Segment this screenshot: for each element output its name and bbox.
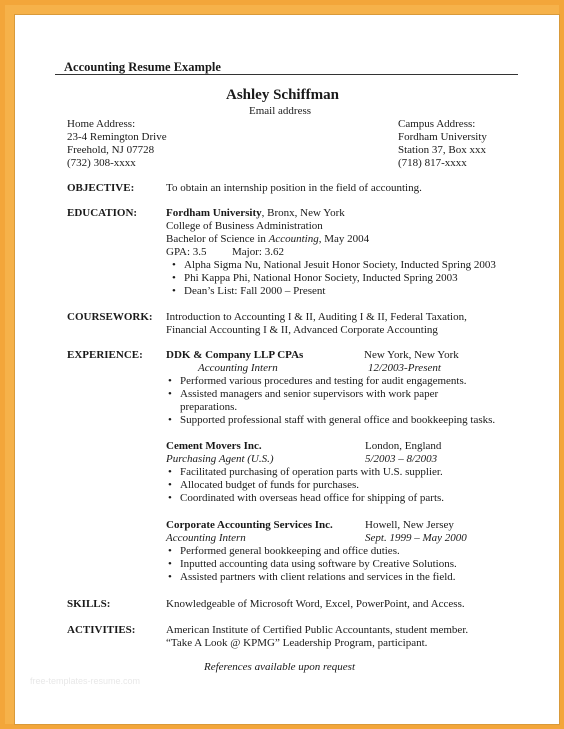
gpa: GPA: 3.5 <box>166 246 207 258</box>
campus-address-line2: Station 37, Box xxx <box>398 144 487 156</box>
objective-heading: OBJECTIVE: <box>67 182 135 194</box>
job-bullet: • Assisted managers and senior supervisors with work paper <box>168 388 438 401</box>
job-bullet: • Facilitated purchasing of operation parts with U.S. supplier. <box>168 466 443 479</box>
education-school-line <box>166 207 345 220</box>
campus-phone: (718) 817-xxxx <box>398 157 467 169</box>
job-location: Howell, New Jersey <box>365 519 454 531</box>
honor-item: • Dean’s List: Fall 2000 – Present <box>172 285 325 298</box>
home-address-line2: Freehold, NJ 07728 <box>67 144 155 156</box>
job-company: Corporate Accounting Services Inc. <box>166 519 333 531</box>
home-phone: (732) 308-xxxx <box>67 157 136 169</box>
job-title: Accounting Intern <box>198 362 278 374</box>
home-address-line1: 23-4 Remington Drive <box>67 131 167 143</box>
job-dates: Sept. 1999 – May 2000 <box>365 532 467 544</box>
job-company: Cement Movers Inc. <box>166 440 262 452</box>
campus-address-line1: Fordham University <box>398 131 487 143</box>
job-company: DDK & Company LLP CPAs <box>166 349 304 361</box>
education-heading: EDUCATION: <box>67 207 138 219</box>
job-bullet: • Performed general bookkeeping and office duties. <box>168 545 400 558</box>
skills-text: Knowledgeable of Microsoft Word, Excel, PowerPoint, and Access. <box>166 598 465 610</box>
job-dates: 12/2003-Present <box>368 362 441 374</box>
job-bullet: • Performed various procedures and testing for audit engagements. <box>168 375 467 388</box>
honor-item: • Phi Kappa Phi, National Honor Society, Inducted Spring 2003 <box>172 272 458 285</box>
activities-heading: ACTIVITIES: <box>67 624 136 636</box>
job-title: Accounting Intern <box>166 532 246 544</box>
job-title: Purchasing Agent (U.S.) <box>166 453 274 465</box>
coursework-heading: COURSEWORK: <box>67 311 153 323</box>
home-address-label: Home Address: <box>67 118 136 130</box>
degree-line <box>166 233 369 246</box>
candidate-name: Ashley Schiffman <box>226 87 339 103</box>
job-dates: 5/2003 – 8/2003 <box>365 453 438 465</box>
school-name: Fordham University <box>166 207 262 219</box>
objective-text: To obtain an internship position in the field of accounting. <box>166 182 422 194</box>
college-name: College of Business Administration <box>166 220 323 232</box>
doc-title: Accounting Resume Example <box>64 60 221 74</box>
job-location: New York, New York <box>364 349 459 361</box>
job-bullet: • Coordinated with overseas head office for shipping of parts. <box>168 492 444 505</box>
job-location: London, England <box>365 440 442 452</box>
job-bullet: • Inputted accounting data using software by Creative Solutions. <box>168 558 457 571</box>
title-rule <box>55 74 518 75</box>
school-location: , Bronx, New York <box>261 207 345 219</box>
degree-major: Accounting <box>268 233 319 245</box>
activities-line1: American Institute of Certified Public Accountants, student member. <box>166 624 469 636</box>
job-bullet: • Assisted partners with client relations and services in the field. <box>168 571 456 584</box>
degree-prefix: Bachelor of Science in <box>166 233 269 245</box>
job-bullet: • Allocated budget of funds for purchases. <box>168 479 359 492</box>
coursework-line2: Financial Accounting I & II, Advanced Corporate Accounting <box>166 324 438 336</box>
activities-line2: “Take A Look @ KPMG” Leadership Program, participant. <box>166 637 428 649</box>
experience-heading: EXPERIENCE: <box>67 349 143 361</box>
watermark: free-templates-resume.com <box>30 676 141 686</box>
coursework-line1: Introduction to Accounting I & II, Auditing I & II, Federal Taxation, <box>166 311 467 323</box>
job-bullet-continuation: preparations. <box>180 401 238 413</box>
honor-item: • Alpha Sigma Nu, National Jesuit Honor Society, Inducted Spring 2003 <box>172 259 496 272</box>
campus-address-label: Campus Address: <box>398 118 476 130</box>
major-gpa: Major: 3.62 <box>232 246 284 258</box>
degree-date: , May 2004 <box>318 233 370 245</box>
skills-heading: SKILLS: <box>67 598 111 610</box>
references-note: References available upon request <box>204 661 355 673</box>
email-address: Email address <box>249 105 312 117</box>
job-bullet: • Supported professional staff with general office and bookkeeping tasks. <box>168 414 495 427</box>
